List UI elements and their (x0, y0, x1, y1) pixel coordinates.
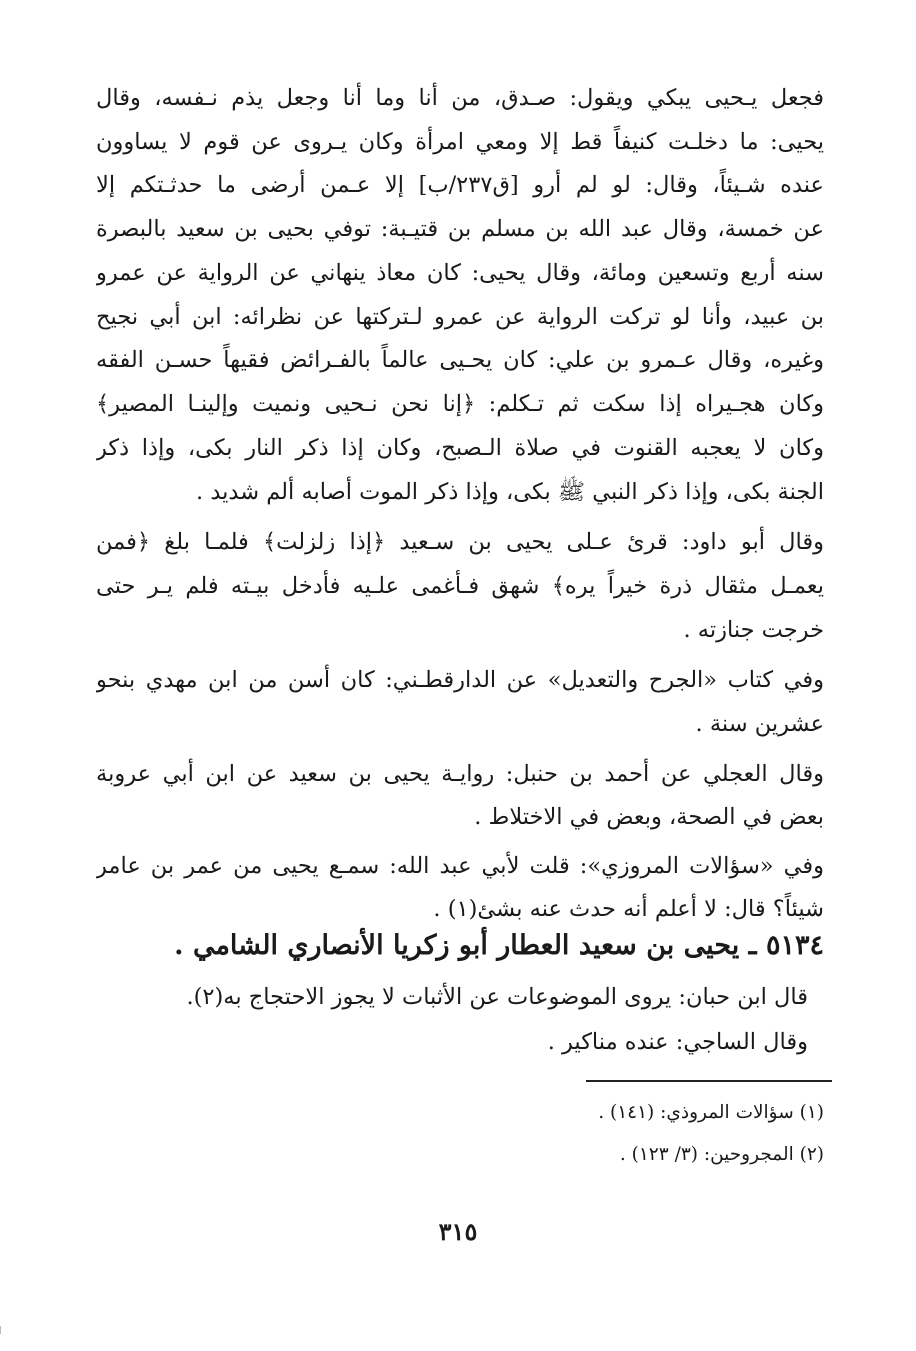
entry-heading: ٥١٣٤ ـ يحيى بن سعيد العطار أبو زكريا الأنصاري الشامي . (174, 930, 824, 961)
text-line: شيئاً؟ قال: لا أعلم أنه حدث عنه بشئ(١) . (433, 896, 824, 922)
scan-edge-mark (0, 1326, 11, 1334)
text-line: وقال الساجي: عنده مناكير . (547, 1029, 808, 1055)
text-line: عنده شـيئاً، وقال: لو لم أرو [ق٢٣٧/ب] إلا عـمن أرضى ما حدثـتكم إلا (96, 172, 824, 198)
text-line: فجعل يـحيى يبكي ويقول: صـدق، من أنا وما أنا وجعل يذم نـفسه، وقال (96, 85, 824, 111)
text-line: بعض في الصحة، وبعض في الاختلاط . (474, 804, 824, 830)
text-line: وغيره، وقال عـمرو بن علي: كان يحـيى عالماً بالفـرائض فقيهاً حسـن الفقه (96, 347, 824, 373)
text-line: وكان هجـيراه إذا سكت ثم تـكلم: ﴿إنا نحن نـحيى ونميت وإلينـا المصير﴾ (96, 391, 824, 417)
footnote: (١) سؤالات المروذي: (١٤١) . (598, 1102, 824, 1123)
text-line: قال ابن حبان: يروى الموضوعات عن الأثبات لا يجوز الاحتجاج به(٢). (186, 984, 808, 1010)
text-line: سنه أربع وتسعين ومائة، وقال يحيى: كان معاذ ينهاني عن الرواية عن عمرو (96, 260, 824, 286)
footnote: (٢) المجروحين: (٣/ ١٢٣) . (619, 1144, 824, 1165)
text-line: يعمـل مثقال ذرة خيراً يره﴾ شهق فـأغمى علـيه فأدخل بيـته فلم يـر حتى (96, 573, 824, 599)
text-line: وقال أبو داود: قرئ عـلى يحيى بن سـعيد ﴿إذا زلزلت﴾ فلمـا بلغ ﴿فمن (96, 529, 824, 555)
footnote-separator (586, 1080, 832, 1082)
text-line: وفي كتاب «الجرح والتعديل» عن الدارقطـني: كان أسن من ابن مهدي بنحو (96, 667, 824, 693)
page-number: ٣١٥ (438, 1217, 478, 1246)
text-line: وكان لا يعجبه القنوت في صلاة الـصبح، وكان إذا ذكر النار بكى، وإذا ذكر (96, 435, 824, 461)
text-line: وفي «سؤالات المروزي»: قلت لأبي عبد الله: سمـع يحيى من عمر بن عامر (96, 853, 824, 879)
text-line: وقال العجلي عن أحمد بن حنبل: روايـة يحيى بن سعيد عن ابن أبي عروبة (96, 761, 824, 787)
text-line: خرجت جنازته . (683, 617, 824, 643)
text-line: يحيى: ما دخلـت كنيفاً قط إلا ومعي امرأة وكان يـروى عن قوم لا يساوون (96, 129, 824, 155)
text-line: بن عبيد، وأنا لو تركت الرواية عن عمرو لـتركتها عن نظرائه: ابن أبي نجيح (96, 304, 824, 330)
text-line: عشرين سنة . (695, 711, 824, 737)
text-line: الجنة بكى، وإذا ذكر النبي ﷺ بكى، وإذا ذكر الموت أصابه ألم شديد . (196, 479, 824, 505)
text-line: عن خمسة، وقال عبد الله بن مسلم بن قتيـبة: توفي بحيى بن سعيد بالبصرة (96, 216, 824, 242)
